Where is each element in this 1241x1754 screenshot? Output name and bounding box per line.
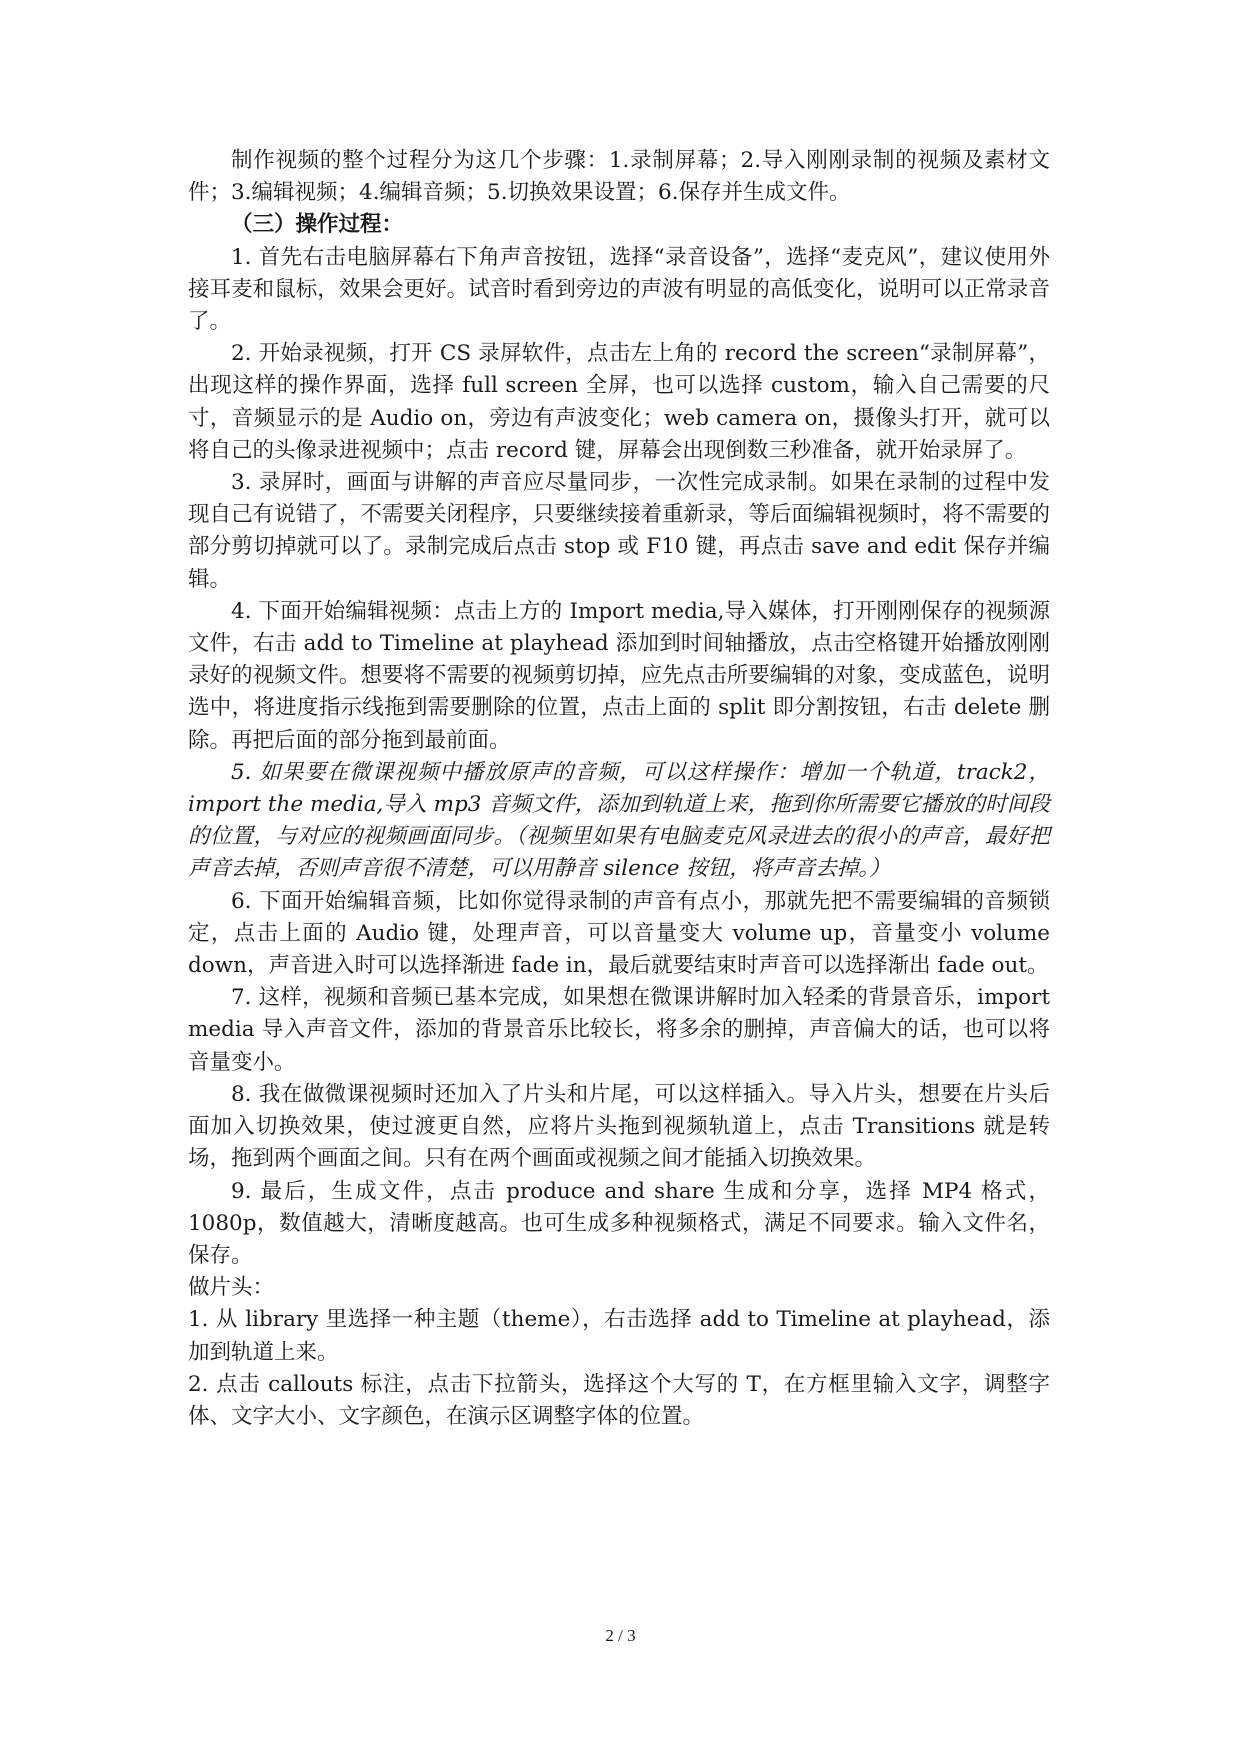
step-paragraph-4: 4. 下面开始编辑视频：点击上方的 Import media,导入媒体，打开刚刚保存的视频源文件，右击 add to Timeline at playhead 添加到时间轴播放，点击空格键开始播放刚刚录好的视频文件。想要将不需要的视频剪切掉，应先点击所要编辑的对象，变成蓝色，说明选中，将进度指示线拖到需要删除的位置，点击上面的 split 即分割按钮，右击 delete 删除。再把后面的部分拖到最前面。: [188, 598, 1050, 753]
step-paragraph-8: 8. 我在做微课视频时还加入了片头和片尾，可以这样插入。导入片头，想要在片头后面加入切换效果，使过渡更自然，应将片头拖到视频轨道上，点击 Transitions 就是转场，拖到两个画面之间。只有在两个画面或视频之间才能插入切换效果。: [188, 1081, 1050, 1172]
document-body: [188, 145, 1050, 1433]
step-paragraph-2: 2. 开始录视频，打开 CS 录屏软件，点击左上角的 record the screen“录制屏幕”，出现这样的操作界面，选择 full screen 全屏，也可以选择 custom，输入自己需要的尺寸，音频显示的是 Audio on，旁边有声波变化；web camera on，摄像头打开，就可以将自己的头像录进视频中；点击 record 键，屏幕会出现倒数三秒准备，就开始录屏了。: [188, 341, 1050, 463]
intro-paragraph: 制作视频的整个过程分为这几个步骤：1.录制屏幕；2.导入刚刚录制的视频及素材文件；3.编辑视频；4.编辑音频；5.切换效果设置；6.保存并生成文件。: [188, 148, 1050, 206]
step-paragraph-5: 5. 如果要在微课视频中播放原声的音频，可以这样操作：增加一个轨道，track2，import the media,导入 mp3 音频文件，添加到轨道上来，拖到你所需要它播放的时间段的位置，与对应的视频画面同步。（视频里如果有电脑麦克风录进去的很小的声音，最好把声音去掉，否则声音很不清楚，可以用静音 silence 按钮，将声音去掉。）: [188, 759, 1050, 882]
step-paragraph-3: 3. 录屏时，画面与讲解的声音应尽量同步，一次性完成录制。如果在录制的过程中发现自己有说错了，不需要关闭程序，只要继续接着重新录，等后面编辑视频时，将不需要的部分剪切掉就可以了。录制完成后点击 stop 或 F10 键，再点击 save and edit 保存并编辑。: [188, 470, 1050, 592]
sub-step-paragraph-2: 2. 点击 callouts 标注，点击下拉箭头，选择这个大写的 T，在方框里输入文字，调整字体、文字大小、文字颜色，在演示区调整字体的位置。: [188, 1371, 1050, 1429]
step-paragraph-7: 7. 这样，视频和音频已基本完成，如果想在微课讲解时加入轻柔的背景音乐，import media 导入声音文件，添加的背景音乐比较长，将多余的删掉，声音偏大的话，也可以将音量变小。: [188, 985, 1050, 1075]
page-number: 2 / 3: [605, 1626, 636, 1645]
step-paragraph-9: 9. 最后，生成文件，点击 produce and share 生成和分享，选择 MP4 格式，1080p，数值越大，清晰度越高。也可生成多种视频格式，满足不同要求。输入文件名，保存。: [188, 1178, 1050, 1268]
subheading: 做片头：: [188, 1275, 275, 1301]
section-heading: （三）操作过程：: [231, 212, 404, 238]
step-paragraph-6: 6. 下面开始编辑音频，比如你觉得录制的声音有点小，那就先把不需要编辑的音频锁定，点击上面的 Audio 键，处理声音，可以音量变大 volume up，音量变小 volume down，声音进入时可以选择渐进 fade in，最后就要结束时声音可以选择渐出 fade out。: [188, 888, 1050, 979]
step-paragraph-1: 1. 首先右击电脑屏幕右下角声音按钮，选择“录音设备”，选择“麦克风”，建议使用外接耳麦和鼠标，效果会更好。试音时看到旁边的声波有明显的高低变化，说明可以正常录音了。: [188, 244, 1050, 335]
sub-step-paragraph-1: 1. 从 library 里选择一种主题（theme），右击选择 add to Timeline at playhead，添加到轨道上来。: [188, 1307, 1050, 1365]
